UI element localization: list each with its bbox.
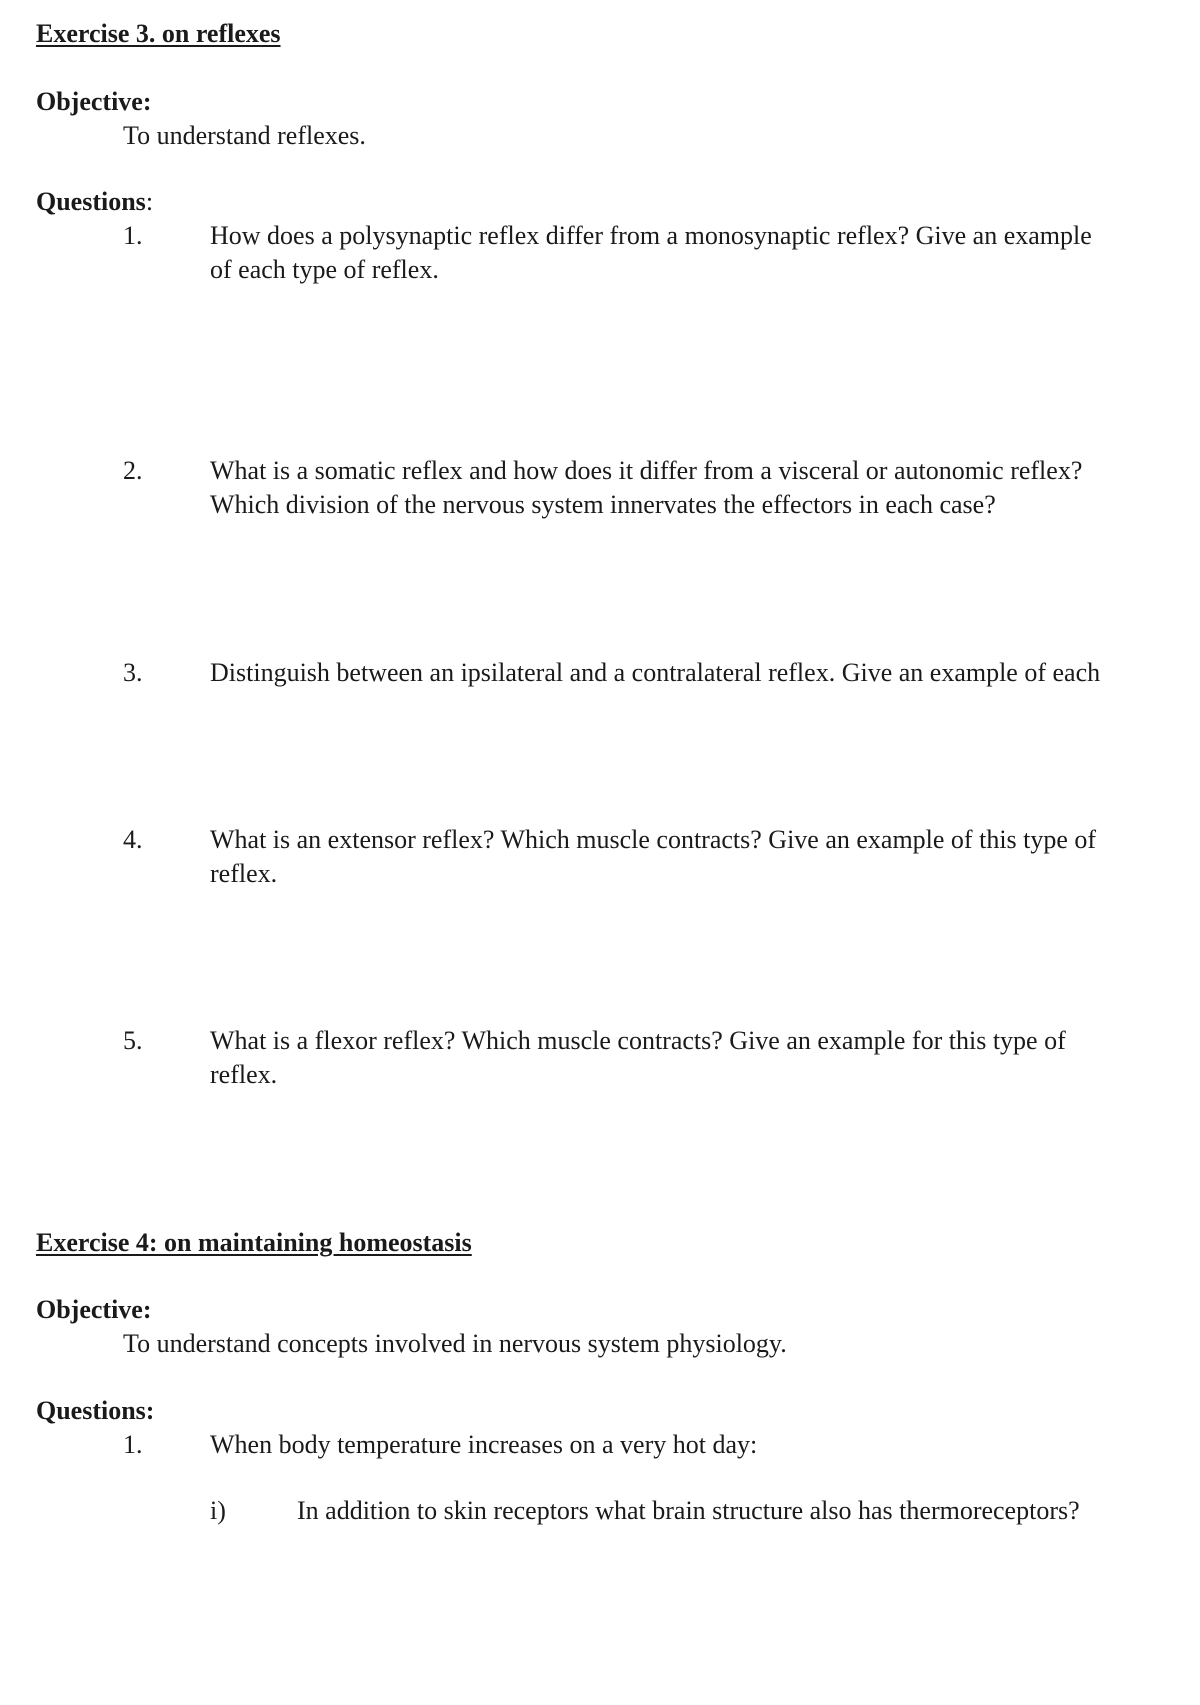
question-text-line: reflex. (210, 1060, 278, 1089)
exercise-4-objective-text: To understand concepts involved in nervous system physiology. (123, 1329, 787, 1358)
question-number: 4. (123, 825, 143, 854)
exercise-3-objective-label: Objective: (36, 87, 152, 116)
question-text-line: When body temperature increases on a very hot day: (210, 1430, 758, 1459)
exercise-3-questions-label (36, 185, 153, 219)
exercise-4-questions-label: Questions: (36, 1396, 155, 1425)
question-text-line: reflex. (210, 859, 278, 888)
question-text-line: What is an extensor reflex? Which muscle contracts? Give an example of this type of (210, 825, 1097, 854)
question-text-line: Which division of the nervous system innervates the effectors in each case? (210, 490, 996, 519)
question-number: 1. (123, 221, 143, 250)
subitem-text: In addition to skin receptors what brain structure also has thermoreceptors? (297, 1496, 1080, 1525)
question-number: 1. (123, 1430, 143, 1459)
questions-label-text: Questions (36, 187, 146, 216)
exercise-3-title: Exercise 3. on reflexes (36, 19, 281, 48)
question-number: 2. (123, 456, 143, 485)
question-text-line: How does a polysynaptic reflex differ from a monosynaptic reflex? Give an example (210, 221, 1092, 250)
questions-label-colon: : (145, 187, 154, 216)
exercise-3-objective-text: To understand reflexes. (123, 121, 366, 150)
question-number: 3. (123, 658, 143, 687)
subitem-marker: i) (210, 1496, 226, 1525)
question-text-line: Distinguish between an ipsilateral and a contralateral reflex. Give an example of each (210, 658, 1101, 687)
question-number: 5. (123, 1026, 143, 1055)
question-text-line: What is a flexor reflex? Which muscle contracts? Give an example for this type of (210, 1026, 1066, 1055)
question-text-line: What is a somatic reflex and how does it differ from a visceral or autonomic reflex? (210, 456, 1083, 485)
exercise-4-objective-label: Objective: (36, 1295, 152, 1324)
question-text-line: of each type of reflex. (210, 255, 439, 284)
exercise-4-title: Exercise 4: on maintaining homeostasis (36, 1228, 472, 1257)
